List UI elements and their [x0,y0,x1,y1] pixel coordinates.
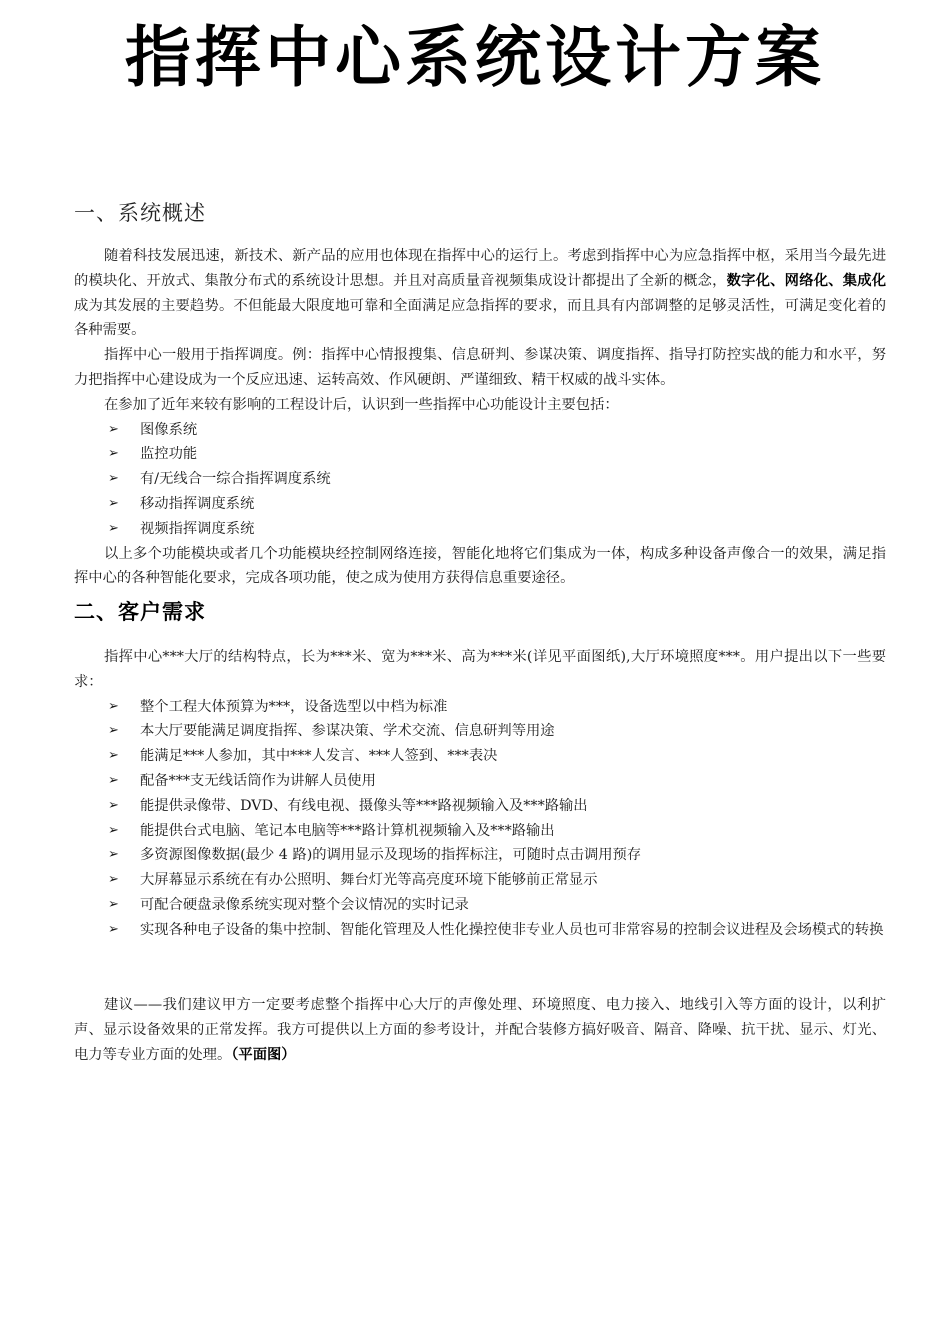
arrow-bullet-icon: ➢ [108,495,119,511]
section-overview-body [74,244,886,591]
arrow-bullet-icon: ➢ [108,723,119,739]
floor-plan-reference: （平面图） [231,1046,296,1063]
list-item: ➢ 能满足***人参加，其中***人发言、***人签到、***表决 [74,744,886,769]
paragraph-overview-4: 以上多个功能模块或者几个功能模块经控制网络连接，智能化地将它们集成为一体，构成多种设备声像合一的效果，满足指挥中心的各种智能化要求，完成各项功能，使之成为使用方获得信息重要途径。 [74,545,886,587]
requirements-list [74,695,886,943]
list-item: ➢ 有/无线合一综合指挥调度系统 [74,467,886,492]
paragraph-overview-2: 指挥中心一般用于指挥调度。例：指挥中心情报搜集、信息研判、参谋决策、调度指挥、指导打防控实战的能力和水平，努力把指挥中心建设成为一个反应迅速、运转高效、作风硬朗、严谨细致、精干权威的战斗实体。 [74,347,886,388]
list-item: ➢ 配备***支无线话筒作为讲解人员使用 [74,769,886,794]
section-requirements-body [74,645,886,943]
list-item: ➢ 实现各种电子设备的集中控制、智能化管理及人性化操控使非专业人员也可非常容易的控制会议进程及会场模式的转换 [74,918,886,943]
list-item: ➢ 能提供录像带、DVD、有线电视、摄像头等***路视频输入及***路输出 [74,794,886,819]
arrow-bullet-icon: ➢ [108,896,119,912]
arrow-bullet-icon: ➢ [108,872,119,888]
list-item: ➢ 视频指挥调度系统 [74,517,886,542]
list-item: ➢ 图像系统 [74,418,886,443]
paragraph-text: 成为其发展的主要趋势。不但能最大限度地可靠和全面满足应急指挥的要求，而且具有内部调整的足够灵活性，可满足变化着的各种需要。 [74,297,886,339]
paragraph-overview-3: 在参加了近年来较有影响的工程设计后，认识到一些指挥中心功能设计主要包括： [104,396,619,413]
paragraph-suggestion [74,993,886,1067]
list-item: ➢ 多资源图像数据(最少 4 路)的调用显示及现场的指挥标注，可随时点击调用预存 [74,843,886,868]
arrow-bullet-icon: ➢ [108,421,119,437]
section-heading-requirements: 二、客户需求 [74,600,206,624]
list-item: ➢ 本大厅要能满足调度指挥、参谋决策、学术交流、信息研判等用途 [74,719,886,744]
paragraph-requirements-intro: 指挥中心***大厅的结构特点，长为***米、宽为***米、高为***米(详见平面图纸),大厅环境照度***。用户提出以下一些要求： [74,649,886,690]
list-item: ➢ 能提供台式电脑、笔记本电脑等***路计算机视频输入及***路输出 [74,819,886,844]
arrow-bullet-icon: ➢ [108,748,119,764]
list-item: ➢ 可配合硬盘录像系统实现对整个会议情况的实时记录 [74,893,886,918]
arrow-bullet-icon: ➢ [108,822,119,838]
section-suggestion [74,993,886,1067]
document-title: 指挥中心系统设计方案 [125,19,825,96]
arrow-bullet-icon: ➢ [108,520,119,536]
function-list [74,418,886,542]
list-item: ➢ 监控功能 [74,442,886,467]
paragraph-overview-1 [74,244,886,343]
list-item: ➢ 移动指挥调度系统 [74,492,886,517]
section-heading-overview: 一、系统概述 [74,201,206,225]
bold-keywords: 数字化、网络化、集成化 [726,272,887,289]
arrow-bullet-icon: ➢ [108,797,119,813]
list-item: ➢ 整个工程大体预算为***，设备选型以中档为标准 [74,695,886,720]
arrow-bullet-icon: ➢ [108,698,119,714]
arrow-bullet-icon: ➢ [108,446,119,462]
arrow-bullet-icon: ➢ [108,921,119,937]
list-item: ➢ 大屏幕显示系统在有办公照明、舞台灯光等高亮度环境下能够前正常显示 [74,868,886,893]
arrow-bullet-icon: ➢ [108,847,119,863]
arrow-bullet-icon: ➢ [108,772,119,788]
paragraph-text: 建议——我们建议甲方一定要考虑整个指挥中心大厅的声像处理、环境照度、电力接入、地线引入等方面的设计，以利扩声、显示设备效果的正常发挥。我方可提供以上方面的参考设计，并配合装修方搞好吸音、隔音、降噪、抗干扰、显示、灯光、电力等专业方面的处理。 [74,997,886,1063]
arrow-bullet-icon: ➢ [108,471,119,487]
paragraph-text: 随着科技发展迅速，新技术、新产品的应用也体现在指挥中心的运行上。考虑到指挥中心为应急指挥中枢，采用当今最先进的模块化、开放式、集散分布式的系统设计思想。并且对高质量音视频集成设计都提出了全新的概念， [74,248,886,289]
